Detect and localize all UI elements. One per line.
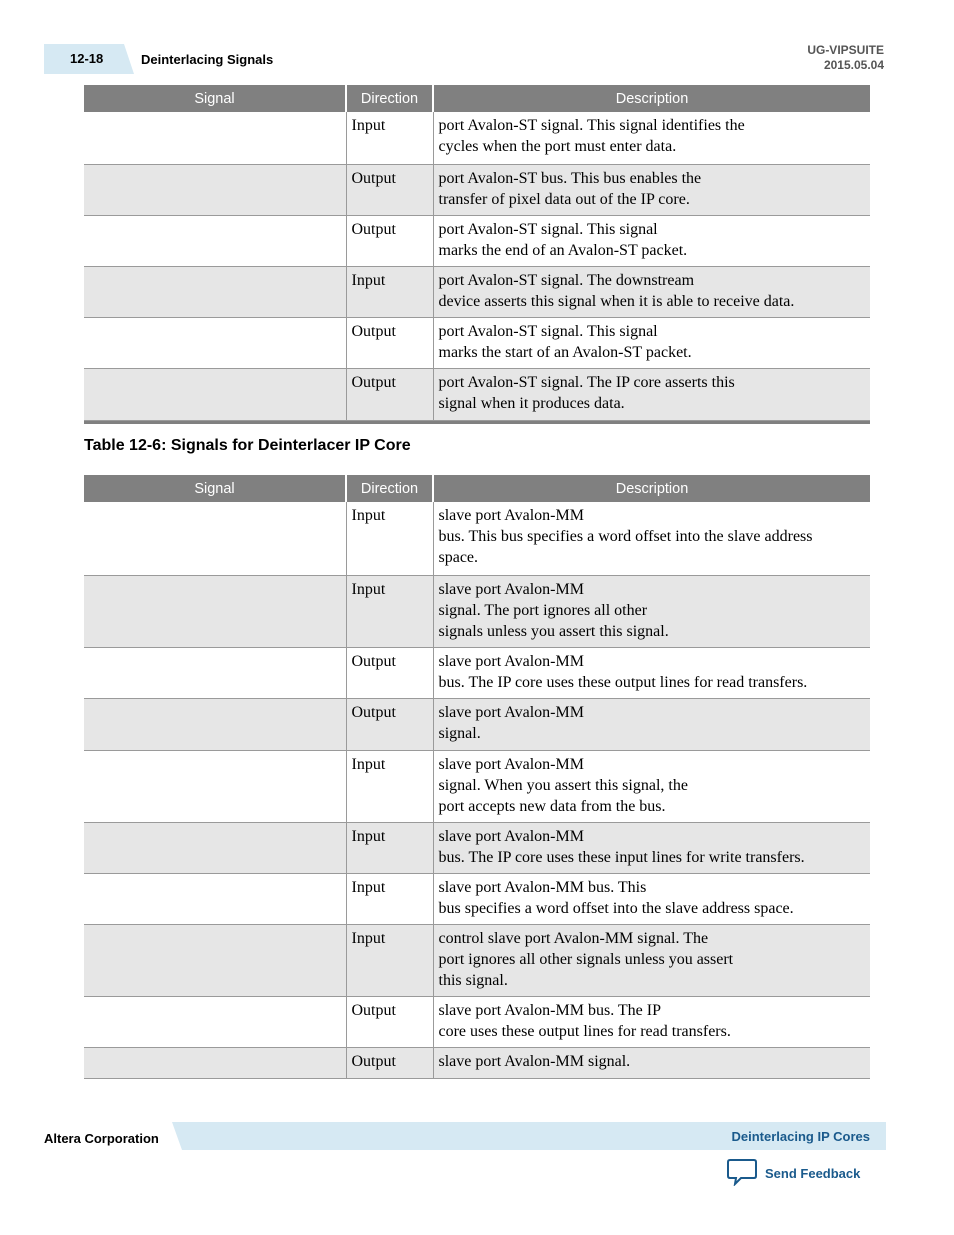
direction-cell: Output — [346, 1047, 433, 1078]
table-row — [84, 317, 870, 368]
table-row — [84, 924, 870, 996]
description-line: slave port Avalon-MM signal. — [438, 1052, 631, 1070]
description-line: port Avalon-ST bus. This bus enables the — [438, 169, 702, 187]
description-line: marks the start of an Avalon-ST packet. — [438, 343, 692, 361]
description-line: slave port Avalon-MM — [438, 580, 584, 598]
description-line: port accepts new data from the bus. — [438, 797, 666, 815]
description-line: port Avalon-ST signal. The downstream — [438, 271, 695, 289]
description-line: port ignores all other signals unless you assert — [438, 950, 734, 968]
description-cell — [433, 164, 870, 215]
description-line: slave port Avalon-MM — [438, 652, 584, 670]
signal-cell — [84, 164, 346, 215]
signal-cell — [84, 502, 346, 575]
table-row — [84, 750, 870, 822]
signal-cell — [84, 266, 346, 317]
signal-cell — [84, 368, 346, 420]
table-1-bottom-rule — [84, 421, 870, 424]
description-line: port Avalon-ST signal. This signal identifies the — [438, 117, 745, 134]
table-row — [84, 1047, 870, 1078]
table-row — [84, 502, 870, 575]
description-cell — [433, 873, 870, 924]
description-cell — [433, 215, 870, 266]
table-row — [84, 266, 870, 317]
signal-cell — [84, 873, 346, 924]
col-header-signal: Signal — [84, 85, 346, 112]
description-line: port Avalon-ST signal. This signal — [438, 322, 658, 340]
table-row — [84, 647, 870, 698]
direction-cell: Input — [346, 873, 433, 924]
description-line: slave port Avalon-MM — [438, 703, 584, 721]
direction-cell: Output — [346, 698, 433, 750]
table-row — [84, 698, 870, 750]
signal-cell — [84, 215, 346, 266]
doc-date: 2015.05.04 — [823, 58, 884, 72]
description-cell — [433, 368, 870, 420]
direction-cell: Input — [346, 575, 433, 647]
description-line: port Avalon-ST signal. This signal — [438, 220, 658, 238]
description-cell — [433, 924, 870, 996]
doc-id-code: UG-VIPSUITE — [807, 43, 884, 57]
description-line: device asserts this signal when it is able to receive data. — [438, 292, 795, 310]
description-line: signal. — [438, 724, 481, 742]
description-cell — [433, 112, 870, 164]
description-cell — [433, 1047, 870, 1078]
direction-cell: Input — [346, 502, 433, 575]
direction-cell: Output — [346, 996, 433, 1047]
col-header-description: Description — [433, 475, 870, 502]
description-line: control slave port Avalon-MM signal. The — [438, 929, 709, 947]
direction-cell: Input — [346, 266, 433, 317]
table-row — [84, 996, 870, 1047]
description-line: slave port Avalon-MM bus. The IP — [438, 1001, 661, 1019]
table-row — [84, 164, 870, 215]
description-line: bus. The IP core uses these input lines for write transfers. — [438, 848, 805, 866]
description-line: space. — [438, 549, 479, 566]
table-caption: Table 12-6: Signals for Deinterlacer IP Core — [84, 437, 411, 454]
signal-cell — [84, 317, 346, 368]
description-cell — [433, 575, 870, 647]
description-line: slave port Avalon-MM bus. This — [438, 878, 647, 896]
direction-cell: Output — [346, 215, 433, 266]
description-line: core uses these output lines for read transfers. — [438, 1022, 731, 1040]
description-line: port Avalon-ST signal. The IP core asserts this — [438, 373, 735, 391]
description-cell — [433, 822, 870, 873]
description-line: slave port Avalon-MM — [438, 755, 584, 773]
signal-cell — [84, 996, 346, 1047]
direction-cell: Input — [346, 750, 433, 822]
description-line: signal. The port ignores all other — [438, 601, 648, 619]
description-line: signal when it produces data. — [438, 394, 625, 412]
speech-bubble-icon — [727, 1158, 757, 1189]
table-row — [84, 215, 870, 266]
direction-cell: Output — [346, 164, 433, 215]
description-line: cycles when the port must enter data. — [438, 138, 677, 155]
signal-cell — [84, 647, 346, 698]
signals-table-2 — [84, 475, 870, 1079]
col-header-direction: Direction — [346, 475, 433, 502]
section-title: Deinterlacing Signals — [141, 52, 274, 67]
direction-cell: Output — [346, 647, 433, 698]
footer-company: Altera Corporation — [44, 1131, 159, 1146]
description-cell — [433, 502, 870, 575]
col-header-signal: Signal — [84, 475, 346, 502]
doc-id — [807, 43, 884, 73]
description-line: signals unless you assert this signal. — [438, 622, 669, 640]
signal-cell — [84, 822, 346, 873]
description-cell — [433, 266, 870, 317]
description-line: marks the end of an Avalon-ST packet. — [438, 241, 688, 259]
send-feedback-label: Send Feedback — [765, 1166, 861, 1181]
col-header-description: Description — [433, 85, 870, 112]
send-feedback-link[interactable] — [727, 1158, 860, 1189]
signal-cell — [84, 112, 346, 164]
direction-cell: Input — [346, 822, 433, 873]
footer-chapter-link[interactable]: Deinterlacing IP Cores — [731, 1129, 870, 1144]
signals-table-1 — [84, 85, 870, 421]
description-cell — [433, 996, 870, 1047]
description-cell — [433, 647, 870, 698]
page-number: 12-18 — [70, 51, 104, 66]
description-line: slave port Avalon-MM — [438, 827, 584, 845]
table-row — [84, 112, 870, 164]
description-line: slave port Avalon-MM — [438, 507, 584, 524]
signal-cell — [84, 1047, 346, 1078]
table-row — [84, 368, 870, 420]
description-line: signal. When you assert this signal, the — [438, 776, 688, 794]
signal-cell — [84, 750, 346, 822]
table-row — [84, 822, 870, 873]
direction-cell: Input — [346, 924, 433, 996]
description-cell — [433, 317, 870, 368]
direction-cell: Input — [346, 112, 433, 164]
direction-cell: Output — [346, 317, 433, 368]
signal-cell — [84, 575, 346, 647]
description-line: transfer of pixel data out of the IP core. — [438, 190, 690, 208]
direction-cell: Output — [346, 368, 433, 420]
description-cell — [433, 750, 870, 822]
description-cell — [433, 698, 870, 750]
description-line: this signal. — [438, 971, 508, 989]
col-header-direction: Direction — [346, 85, 433, 112]
description-line: bus specifies a word offset into the slave address space. — [438, 899, 794, 917]
description-line: bus. The IP core uses these output lines for read transfers. — [438, 673, 808, 691]
table-row — [84, 873, 870, 924]
signal-cell — [84, 698, 346, 750]
signal-cell — [84, 924, 346, 996]
description-line: bus. This bus specifies a word offset into the slave address — [438, 528, 813, 545]
table-row — [84, 575, 870, 647]
